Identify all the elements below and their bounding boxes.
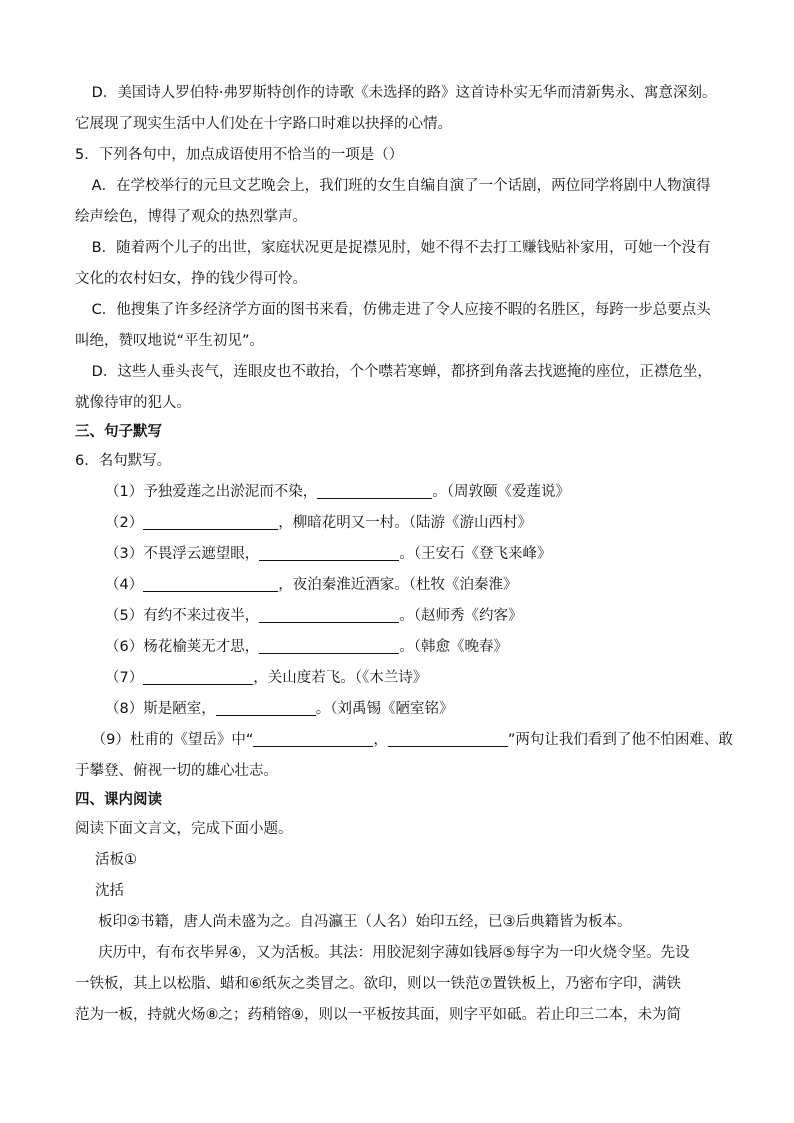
answer-blank[interactable] [259,545,399,561]
q5-stem: 5．下列各句中，加点成语使用不恰当的一项是（） [75,147,404,163]
section-3-title: 三、句子默写 [75,424,162,440]
answer-blank[interactable] [143,514,278,530]
q6-item-2: （2） ，柳暗花明又一村。（陆游《游山西村》 [105,515,532,531]
q5-option-d-line2: 就像待审的犯人。 [75,395,191,411]
q5-option-d-line1: D．这些人垂头丧气，连眼皮也不敢抬，个个噤若寒蝉，都挤到角落去找遮掩的座位，正襟危坐， [91,364,712,380]
q5-option-a-line2: 绘声绘色，博得了观众的热烈掌声。 [75,209,307,225]
answer-blank[interactable] [253,731,373,747]
q6-item-1: （1）予独爱莲之出淤泥而不染， 。（周敦颐《爱莲说》 [105,484,570,500]
q6-item-8: （8）斯是陋室， 。（刘禹锡《陋室铭》 [105,701,454,717]
q6-item-9: （9）杜甫的《望岳》中“ ， ”两句让我们看到了他不怕困难、敢 于攀登、俯视一切的雄心壮志。 [75,732,733,779]
q5-option-b-line2: 文化的农村妇女，挣的钱少得可怜。 [75,271,307,287]
q6-item-4: （4） ，夜泊秦淮近酒家。（杜牧《泊秦淮》 [105,577,518,593]
reading-author: 沈括 [95,883,124,899]
answer-blank[interactable] [143,669,253,685]
q4-option-d-line1: D．美国诗人罗伯特·弗罗斯特创作的诗歌《未选择的路》这首诗朴实无华而清新隽永、寓意深刻。 [91,85,717,101]
reading-intro: 阅读下面文言文，完成下面小题。 [75,821,293,837]
reading-paragraph-1: 板印②书籍，唐人尚未盛为之。自冯瀛王（人名）始印五经，已③后典籍皆为板本。 [98,914,632,930]
q5-option-a-line1: A．在学校举行的元旦文艺晚会上，我们班的女生自编自演了一个话剧，两位同学将剧中人物演得 [91,178,711,194]
q6-item-6: （6）杨花榆荚无才思， 。（韩愈《晚春》 [105,639,508,655]
answer-blank[interactable] [317,483,432,499]
q6-stem: 6．名句默写。 [75,453,172,469]
section-4-title: 四、课内阅读 [75,792,162,808]
q6-item-3: （3）不畏浮云遮望眼， 。（王安石《登飞来峰》 [105,546,552,562]
q4-option-d [75,78,735,140]
q6-item-5: （5）有约不来过夜半， 。（赵师秀《约客》 [105,608,523,624]
reading-paragraph-2: 庆历中，有布衣毕昇④，又为活板。其法：用胶泥刻字薄如钱唇⑤每字为一印火烧令坚。先设 一铁板，其上以松脂、蜡和⑥纸灰之类冒之。欲印，则以一铁范⑦置铁板上，乃密布字印，满铁 范为一板，持就火炀⑧之；药稍镕⑨，则以一平板按其面，则字平如砥。若止印三二本，未为简 [75,945,690,1023]
document-body [75,78,735,1031]
q6-item-7: （7） ，关山度若飞。（《木兰诗》 [105,670,428,686]
answer-blank[interactable] [259,638,399,654]
q5-option-a [75,171,735,233]
answer-blank[interactable] [259,607,399,623]
q5-option-c-line1: C．他搜集了许多经济学方面的图书来看，仿佛走进了令人应接不暇的名胜区，每跨一步总要点头 [91,302,711,318]
q5-option-c-line2: 叫绝，赞叹地说“平生初见”。 [75,333,265,349]
q5-option-d [75,357,735,419]
answer-blank[interactable] [388,731,508,747]
q5-option-c [75,295,735,357]
answer-blank[interactable] [216,700,316,716]
q5-option-b-line1: B．随着两个儿子的出世，家庭状况更是捉襟见肘，她不得不去打工赚钱贴补家用，可她一个没有 [91,240,711,256]
q5-option-b [75,233,735,295]
q4-option-d-line2: 它展现了现实生活中人们处在十字路口时难以抉择的心情。 [75,116,452,132]
reading-title: 活板① [95,852,137,868]
answer-blank[interactable] [143,576,278,592]
